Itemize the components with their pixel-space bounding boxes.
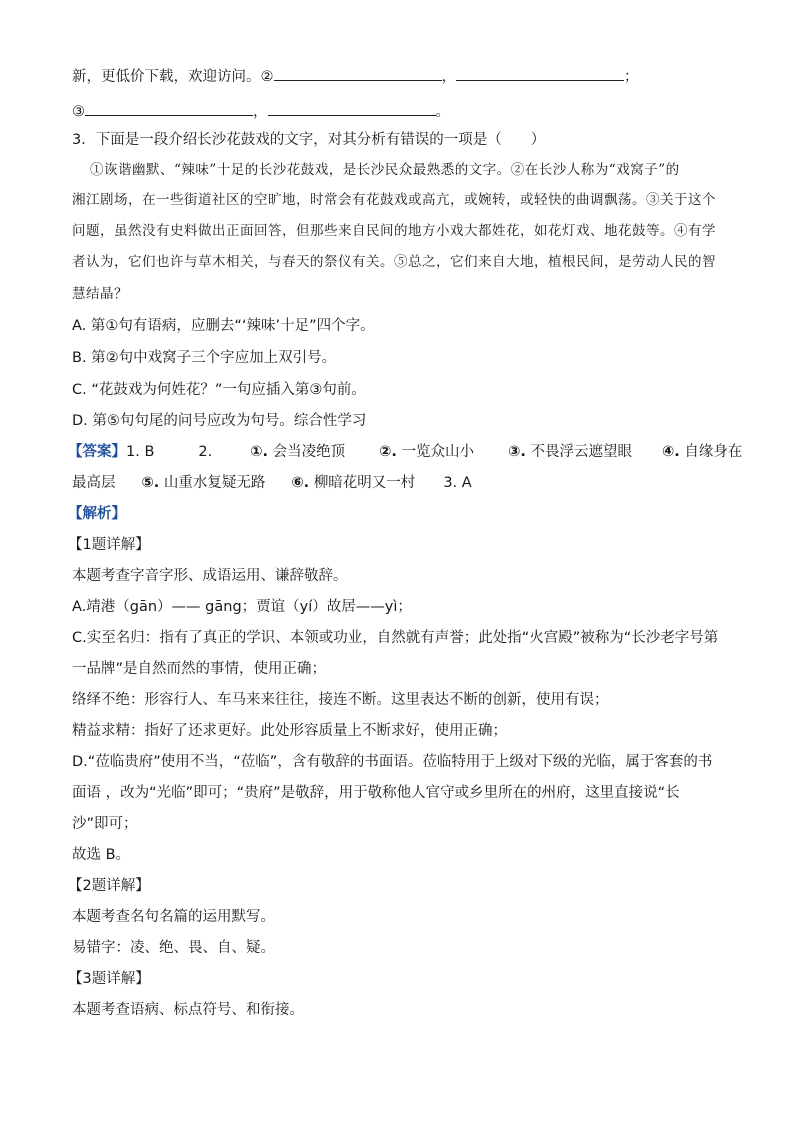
q3-option-b: B. 第②句中戏窝子三个字应加上双引号。 <box>72 350 337 366</box>
q3-stem: 3．下面是一段介绍长沙花鼓戏的文字，对其分析有错误的一项是（ ） <box>72 132 546 148</box>
q2-detail-heading: 【2题详解】 <box>68 878 150 894</box>
analysis-text: 络绎不绝：形容行人、车马来来往往，接连不断。这里表达不断的创新，使用有误； <box>72 692 609 708</box>
q3-passage-line: ①诙谐幽默、“辣味”十足的长沙花鼓戏，是长沙民众最熟悉的文字。②在长沙人称为“戏窝子”的 <box>90 162 680 178</box>
answer-item-text: 一览众山小 <box>401 444 475 460</box>
answer-line-1 <box>68 442 742 462</box>
answer-q3: 3. A <box>443 475 472 491</box>
q3-option-d: D. 第⑤句句尾的问号应改为句号。综合性学习 <box>72 413 367 429</box>
answer-line-2 <box>72 473 472 493</box>
analysis-text: 本题考查语病、标点符号、和衔接。 <box>72 1002 304 1018</box>
q3-passage-line: 者认为，它们也许与草木相关，与春天的祭仪有关。⑤总之，它们来自大地，植根民间，是劳动人民的智 <box>72 254 716 270</box>
analysis-text: 沙”即可； <box>72 816 138 832</box>
answer-blank-2a[interactable] <box>274 66 442 81</box>
answer-item-num: ⑤. <box>141 475 160 491</box>
q3-option-c: C. “花鼓戏为何姓花？”一句应插入第③句前。 <box>72 382 366 398</box>
answer-line2-lead: 最高层 <box>72 475 116 491</box>
q2-line1-text: 新，更低价下载，欢迎访问。② <box>72 69 274 85</box>
answer-q1: 1. B <box>126 444 155 460</box>
analysis-text: 本题考查字音字形、成语运用、谦辞敬辞。 <box>72 568 348 584</box>
answer-blank-3a[interactable] <box>85 101 253 116</box>
answer-item-text: 自缘身在 <box>684 444 743 460</box>
answer-item-text: 会当凌绝顶 <box>272 444 346 460</box>
answer-item-num: ⑥. <box>291 475 310 491</box>
answer-item-text: 山重水复疑无路 <box>163 475 266 491</box>
q2-fill-line-1 <box>72 66 639 87</box>
analysis-text: A.靖港（gān）—— gāng；贾谊（yí）故居——yì； <box>72 599 412 615</box>
q3-detail-heading: 【3题详解】 <box>68 971 150 987</box>
analysis-text: 故选 B。 <box>72 847 131 863</box>
line-end: 。 <box>435 104 450 120</box>
analysis-text: 精益求精：指好了还求更好。此处形容质量上不断求好，使用正确； <box>72 723 507 739</box>
answer-item-num: ③. <box>508 444 526 460</box>
answer-item-text: 柳暗花明又一村 <box>313 475 416 491</box>
analysis-text: D.“莅临贵府”使用不当，“莅临”，含有敬辞的书面语。莅临特用于上级对下级的光临，属于客套的书 <box>72 754 713 770</box>
analysis-label: 【解析】 <box>68 506 126 522</box>
answer-item-num: ②. <box>379 444 397 460</box>
answer-blank-2b[interactable] <box>456 66 624 81</box>
analysis-text: 面语 ，改为“光临”即可；“贵府”是敬辞，用于敬称他人官守或乡里所在的州府，这里直接说“长 <box>72 785 680 801</box>
analysis-text: 一品牌”是自然而然的事情，使用正确； <box>72 661 327 677</box>
q3-passage-line: 慧结晶？ <box>72 286 128 302</box>
separator: ， <box>441 69 456 85</box>
analysis-text: 易错字：凌、绝、畏、自、疑。 <box>72 940 275 956</box>
analysis-text: 本题考查名句名篇的运用默写。 <box>72 909 275 925</box>
answer-item-text: 不畏浮云遮望眼 <box>530 444 632 460</box>
answer-item-num: ④. <box>661 444 680 460</box>
q1-detail-heading: 【1题详解】 <box>68 537 150 553</box>
q3-option-a: A. 第①句有语病，应删去“‘辣味’十足”四个字。 <box>72 318 375 334</box>
q3-passage-line: 湘江剧场，在一些街道社区的空旷地，时常会有花鼓戏或高亢，或婉转，或轻快的曲调飘荡。③关于这个 <box>72 192 716 208</box>
q2-fill-line-2 <box>72 101 450 122</box>
answer-blank-3b[interactable] <box>268 101 436 116</box>
analysis-text: C.实至名归：指有了真正的学识、本领或功业，自然就有声誉；此处指“火宫殿”被称为“长沙老字号第 <box>72 630 719 646</box>
answer-label: 【答案】 <box>68 444 126 460</box>
q2-line2-marker: ③ <box>72 104 85 120</box>
q3-passage-line: 问题，虽然没有史料做出正面回答，但那些来自民间的地方小戏大都姓花，如花灯戏、地花鼓等。④有学 <box>72 223 716 239</box>
line-end: ； <box>624 69 639 85</box>
separator: ， <box>253 104 268 120</box>
answer-item-num: ①. <box>250 444 269 460</box>
answer-q2-num: 2. <box>198 444 213 460</box>
